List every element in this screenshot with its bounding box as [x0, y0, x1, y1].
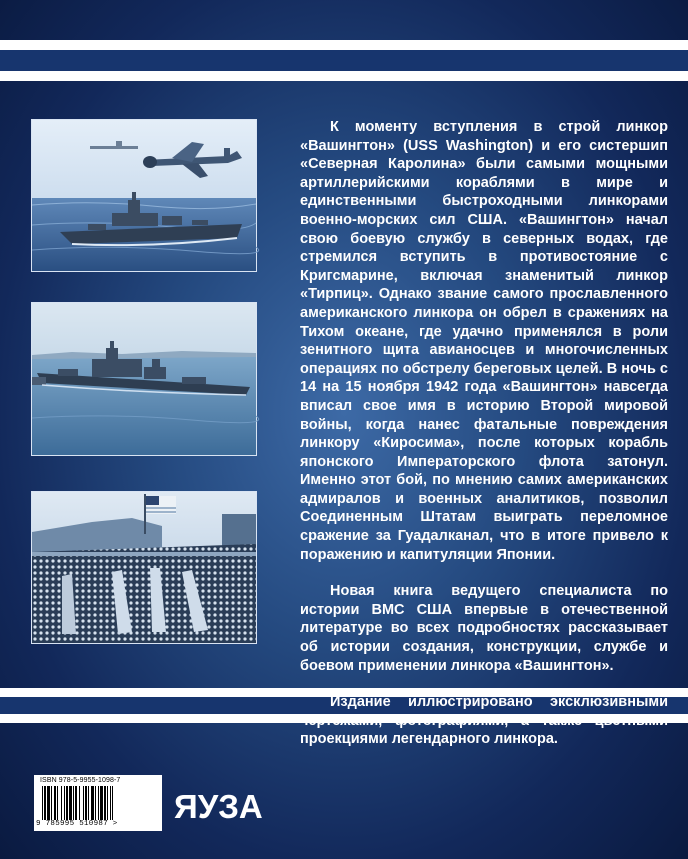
publisher-logo-text: ЯУЗА	[174, 788, 263, 825]
top-stripe-blue	[0, 50, 688, 71]
top-stripe-white-2	[0, 71, 688, 81]
description-paragraph-3: Издание иллюстрировано эксклюзивными чертежами, фотографиями, а также цветными проекциями легендарного линкора.	[300, 694, 668, 748]
photo-battleship-with-aircraft	[31, 119, 257, 272]
isbn-label: ISBN 978-5-9955-1098-7	[40, 777, 121, 784]
photo-ceremony-on-deck	[31, 491, 257, 644]
barcode-number: 9 785995 510987 >	[36, 820, 118, 828]
barcode	[34, 775, 162, 831]
barcode-bars	[42, 786, 154, 820]
description-text	[300, 118, 668, 749]
description-paragraph-1: К моменту вступления в строй линкор «Вашингтон» (USS Washington) и его систершип «Северная Каролина» были самыми мощными артиллерийскими кораблями в мире и единственными быстроходными линкорами военно-морских сил США. «Вашингтон» начал свою боевую службу в северных водах, где стремился вступить в противостояние с Кригсмарине, включая знаменитый линкор «Тирпиц». Однако звание самого прославленного американского линкора он обрел в сражениях на Тихом океане, где удачно применялся в роли зенитного щита авианосцев и многочисленных операциях по обстрелу береговых целей. В ночь с 14 на 15 ноября 1942 года «Вашингтон» навсегда вписал свое имя в историю Второй мировой войны, когда нанес фатальные повреждения линкору «Киросима», после которых корабль японского Императорского флота затонул. Именно этот бой, по мнению самих американских адмиралов и военных аналитиков, позволил Соединенным Штатам выиграть переломное сражение за Гуадалканал, что в итоге привело к поражению и капитуляции Японии.	[300, 119, 668, 563]
description-paragraph-2: Новая книга ведущего специалиста по истории ВМС США впервые в отечественной литературе во всех подробностях рассказывает об истории создания, конструкции, службе и боевом применении линкора «Вашингтон».	[300, 583, 668, 674]
publisher-logo	[174, 784, 263, 825]
top-stripe-white-1	[0, 40, 688, 50]
photo-battleship-at-anchor	[31, 302, 257, 456]
